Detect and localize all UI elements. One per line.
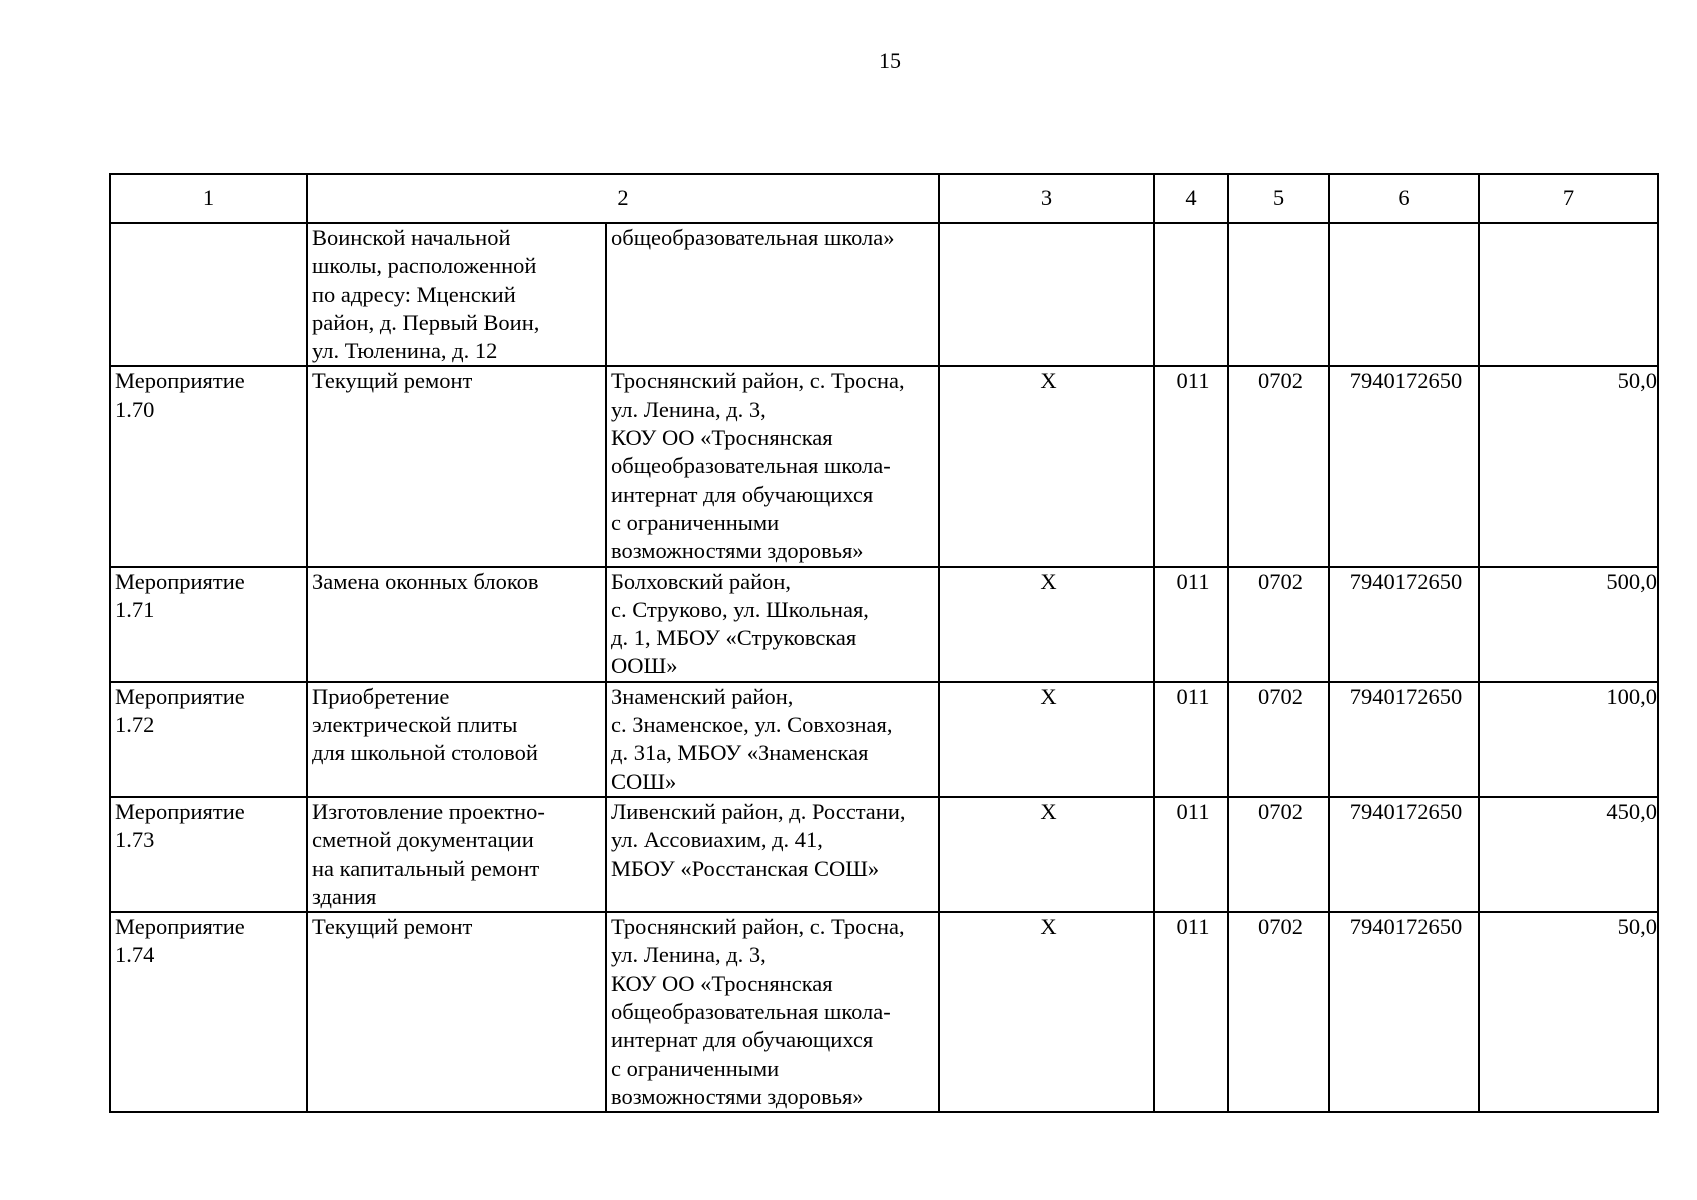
event-line: 1.71: [115, 596, 155, 622]
work-name-line: по адресу: Мценский: [312, 281, 516, 307]
executor-mark-cell: Х: [939, 797, 1154, 912]
object-address-line: общеобразовательная школа-: [611, 453, 891, 479]
work-name-line: Изготовление проектно-: [312, 798, 545, 824]
work-name-line: на капитальный ремонт: [312, 855, 540, 881]
header-row: [110, 174, 1658, 223]
description-cell: [307, 366, 939, 566]
header-col-4: 4: [1154, 174, 1228, 223]
amount-cell: 100,0: [1479, 682, 1658, 797]
object-address-line: Ливенский район, д. Росстани,: [611, 798, 906, 824]
description-cell: [307, 567, 939, 682]
work-name-line: электрической плиты: [312, 712, 518, 738]
event-line: 1.70: [115, 396, 155, 422]
object-address-line: с ограниченными: [611, 509, 780, 535]
target-article-cell: 7940172650: [1329, 366, 1479, 566]
event-line: Мероприятие: [115, 568, 245, 594]
event-line: Мероприятие: [115, 798, 245, 824]
object-address-line: КОУ ОО «Троснянская: [611, 425, 833, 451]
target-article-cell: 7940172650: [1329, 567, 1479, 682]
object-address-line: Знаменский район,: [611, 683, 794, 709]
work-name: [308, 367, 606, 565]
ministry-code-cell: 011: [1154, 366, 1228, 566]
table-row: [110, 797, 1658, 912]
section-code-cell: [1228, 223, 1329, 366]
object-address: [606, 913, 938, 1111]
object-address-line: д. 1, МБОУ «Струковская: [611, 625, 857, 651]
header-col-2: 2: [307, 174, 939, 223]
work-name-line: сметной документации: [312, 827, 534, 853]
description-cell: [307, 682, 939, 797]
ministry-code-cell: 011: [1154, 797, 1228, 912]
event-line: Мероприятие: [115, 683, 245, 709]
header-col-7: 7: [1479, 174, 1658, 223]
section-code-cell: 0702: [1228, 912, 1329, 1112]
target-article-cell: 7940172650: [1329, 682, 1479, 797]
header-col-5: 5: [1228, 174, 1329, 223]
section-code-cell: 0702: [1228, 797, 1329, 912]
target-article-cell: [1329, 223, 1479, 366]
section-code-cell: 0702: [1228, 567, 1329, 682]
work-name-line: школы, расположенной: [312, 253, 537, 279]
event-line: Мероприятие: [115, 914, 245, 940]
amount-cell: 450,0: [1479, 797, 1658, 912]
work-name-line: Текущий ремонт: [312, 914, 473, 940]
object-address: [606, 568, 938, 681]
table-row: [110, 223, 1658, 366]
object-address-line: ул. Ассовиахим, д. 41,: [611, 827, 823, 853]
object-address-line: общеобразовательная школа-: [611, 999, 891, 1025]
ministry-code-cell: 011: [1154, 912, 1228, 1112]
object-address-line: возможностями здоровья»: [611, 538, 864, 564]
object-address-line: с ограниченными: [611, 1055, 780, 1081]
work-name-line: ул. Тюленина, д. 12: [312, 338, 498, 364]
executor-mark-cell: [939, 223, 1154, 366]
executor-mark-cell: Х: [939, 366, 1154, 566]
description-cell: [307, 223, 939, 366]
budget-table: [109, 173, 1659, 1113]
object-address-line: с. Знаменское, ул. Совхозная,: [611, 712, 893, 738]
work-name-line: здания: [312, 883, 377, 909]
amount-cell: [1479, 223, 1658, 366]
work-name-line: Приобретение: [312, 683, 450, 709]
work-name: [308, 798, 606, 911]
event-line: 1.74: [115, 942, 155, 968]
object-address-line: с. Струково, ул. Школьная,: [611, 596, 869, 622]
target-article-cell: 7940172650: [1329, 912, 1479, 1112]
object-address-line: интернат для обучающихся: [611, 481, 874, 507]
table-row: [110, 366, 1658, 566]
object-address-line: возможностями здоровья»: [611, 1083, 864, 1109]
object-address-line: интернат для обучающихся: [611, 1027, 874, 1053]
object-address-line: общеобразовательная школа»: [611, 225, 895, 250]
object-address-line: Болховский район,: [611, 568, 792, 594]
object-address-line: ул. Ленина, д. 3,: [611, 396, 766, 422]
page-number: 15: [879, 48, 901, 73]
work-name: [308, 913, 606, 1111]
header-col-1: 1: [110, 174, 307, 223]
object-address-line: МБОУ «Росстанская СОШ»: [611, 855, 880, 881]
table-row: [110, 912, 1658, 1112]
amount-cell: 50,0: [1479, 912, 1658, 1112]
event-cell: [110, 223, 307, 366]
table-row: [110, 682, 1658, 797]
event-cell: [110, 682, 307, 797]
event-cell: [110, 366, 307, 566]
amount-cell: 500,0: [1479, 567, 1658, 682]
object-address: [606, 683, 938, 796]
object-address-line: ООШ»: [611, 653, 678, 679]
header-col-6: 6: [1329, 174, 1479, 223]
object-address-line: ул. Ленина, д. 3,: [611, 942, 766, 968]
section-code-cell: 0702: [1228, 366, 1329, 566]
target-article-cell: 7940172650: [1329, 797, 1479, 912]
work-name-line: для школьной столовой: [312, 740, 538, 766]
object-address: [606, 224, 938, 365]
header-col-3: 3: [939, 174, 1154, 223]
object-address: [606, 798, 938, 911]
object-address-line: Троснянский район, с. Тросна,: [611, 368, 905, 394]
work-name-line: Воинской начальной: [312, 225, 511, 250]
work-name-line: район, д. Первый Воин,: [312, 309, 540, 335]
object-address-line: СОШ»: [611, 768, 677, 794]
object-address-line: Троснянский район, с. Тросна,: [611, 914, 905, 940]
ministry-code-cell: [1154, 223, 1228, 366]
ministry-code-cell: 011: [1154, 682, 1228, 797]
work-name: [308, 224, 606, 365]
executor-mark-cell: Х: [939, 682, 1154, 797]
work-name-line: Текущий ремонт: [312, 368, 473, 394]
object-address-line: КОУ ОО «Троснянская: [611, 970, 833, 996]
description-cell: [307, 797, 939, 912]
work-name-line: Замена оконных блоков: [312, 568, 539, 594]
event-line: 1.72: [115, 712, 155, 738]
section-code-cell: 0702: [1228, 682, 1329, 797]
table-body: [110, 223, 1658, 1112]
object-address: [606, 367, 938, 565]
description-cell: [307, 912, 939, 1112]
event-line: 1.73: [115, 827, 155, 853]
executor-mark-cell: Х: [939, 567, 1154, 682]
event-line: Мероприятие: [115, 368, 245, 394]
work-name: [308, 568, 606, 681]
executor-mark-cell: Х: [939, 912, 1154, 1112]
amount-cell: 50,0: [1479, 366, 1658, 566]
work-name: [308, 683, 606, 796]
table-row: [110, 567, 1658, 682]
object-address-line: д. 31а, МБОУ «Знаменская: [611, 740, 869, 766]
event-cell: [110, 912, 307, 1112]
event-cell: [110, 797, 307, 912]
event-cell: [110, 567, 307, 682]
ministry-code-cell: 011: [1154, 567, 1228, 682]
